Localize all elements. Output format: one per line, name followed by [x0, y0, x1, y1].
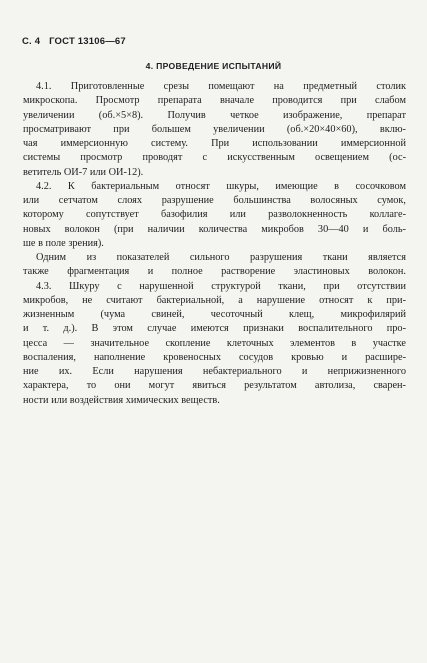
text-line: ности или воздействия химических веществ. [23, 394, 220, 406]
text-line: новых волокон (при наличии количества микробов 30—40 и боль- [23, 223, 406, 235]
text-line: 4.1. Приготовленные срезы помещают на предметный столик [36, 81, 406, 92]
text-line: чая иммерсионную систему. При использовании иммерсионной [23, 138, 406, 149]
text-line: и т. д.). В этом случае имеются признаки воспалительного про- [23, 323, 406, 335]
page-number: С. 4 [22, 36, 41, 47]
text-line: системы просмотр проводят с искусственным освещением (ос- [23, 152, 406, 164]
text-line: увеличении (об.×5×8). Получив четкое изображение, препарат [23, 109, 406, 121]
text-line: ветитель ОИ-7 или ОИ-12). [23, 166, 144, 178]
text-line: воспаления, наполнение кровеносных сосудов кровью и расшире- [23, 351, 406, 363]
document-body [23, 80, 406, 408]
text-line: также фрагментация и полное растворение эластиновых волокон. [23, 266, 406, 278]
text-line: которому сопутствует базофилия или разволокненность коллаге- [23, 209, 406, 221]
text-line: просматривают при большем увеличении (об.×20×40×60), вклю- [23, 123, 406, 135]
text-line: жизненным (чума свиней, чесоточный клещ, микрофилярий [23, 309, 406, 320]
page-header [22, 36, 132, 47]
text-line: Одним из показателей сильного разрушения ткани является [36, 252, 406, 263]
section-title: 4. ПРОВЕДЕНИЕ ИСПЫТАНИЙ [145, 61, 282, 71]
text-line: 4.2. К бактериальным относят шкуры, имеющие в сосочковом [36, 180, 406, 192]
text-line: или сетчатом слоях разрушение большинства волосяных сумок, [23, 195, 406, 206]
text-line: ше в поле зрения). [23, 237, 104, 249]
text-line: микроскопа. Просмотр препарата вначале проводится при слабом [23, 95, 406, 107]
standard-code: ГОСТ 13106—67 [49, 36, 126, 47]
text-line: цесса — значительное скопление клеточных элементов в участке [23, 337, 406, 349]
text-line: 4.3. Шкуру с нарушенной структурой ткани, при отсутствии [36, 280, 406, 292]
text-line: ние их. Если нарушения небактериального и неприжизненного [23, 366, 406, 377]
text-line: характера, то они могут явиться результатом автолиза, сварен- [23, 380, 406, 392]
text-line: микробов, не считают бактериальной, а нарушение относят к при- [23, 294, 406, 306]
